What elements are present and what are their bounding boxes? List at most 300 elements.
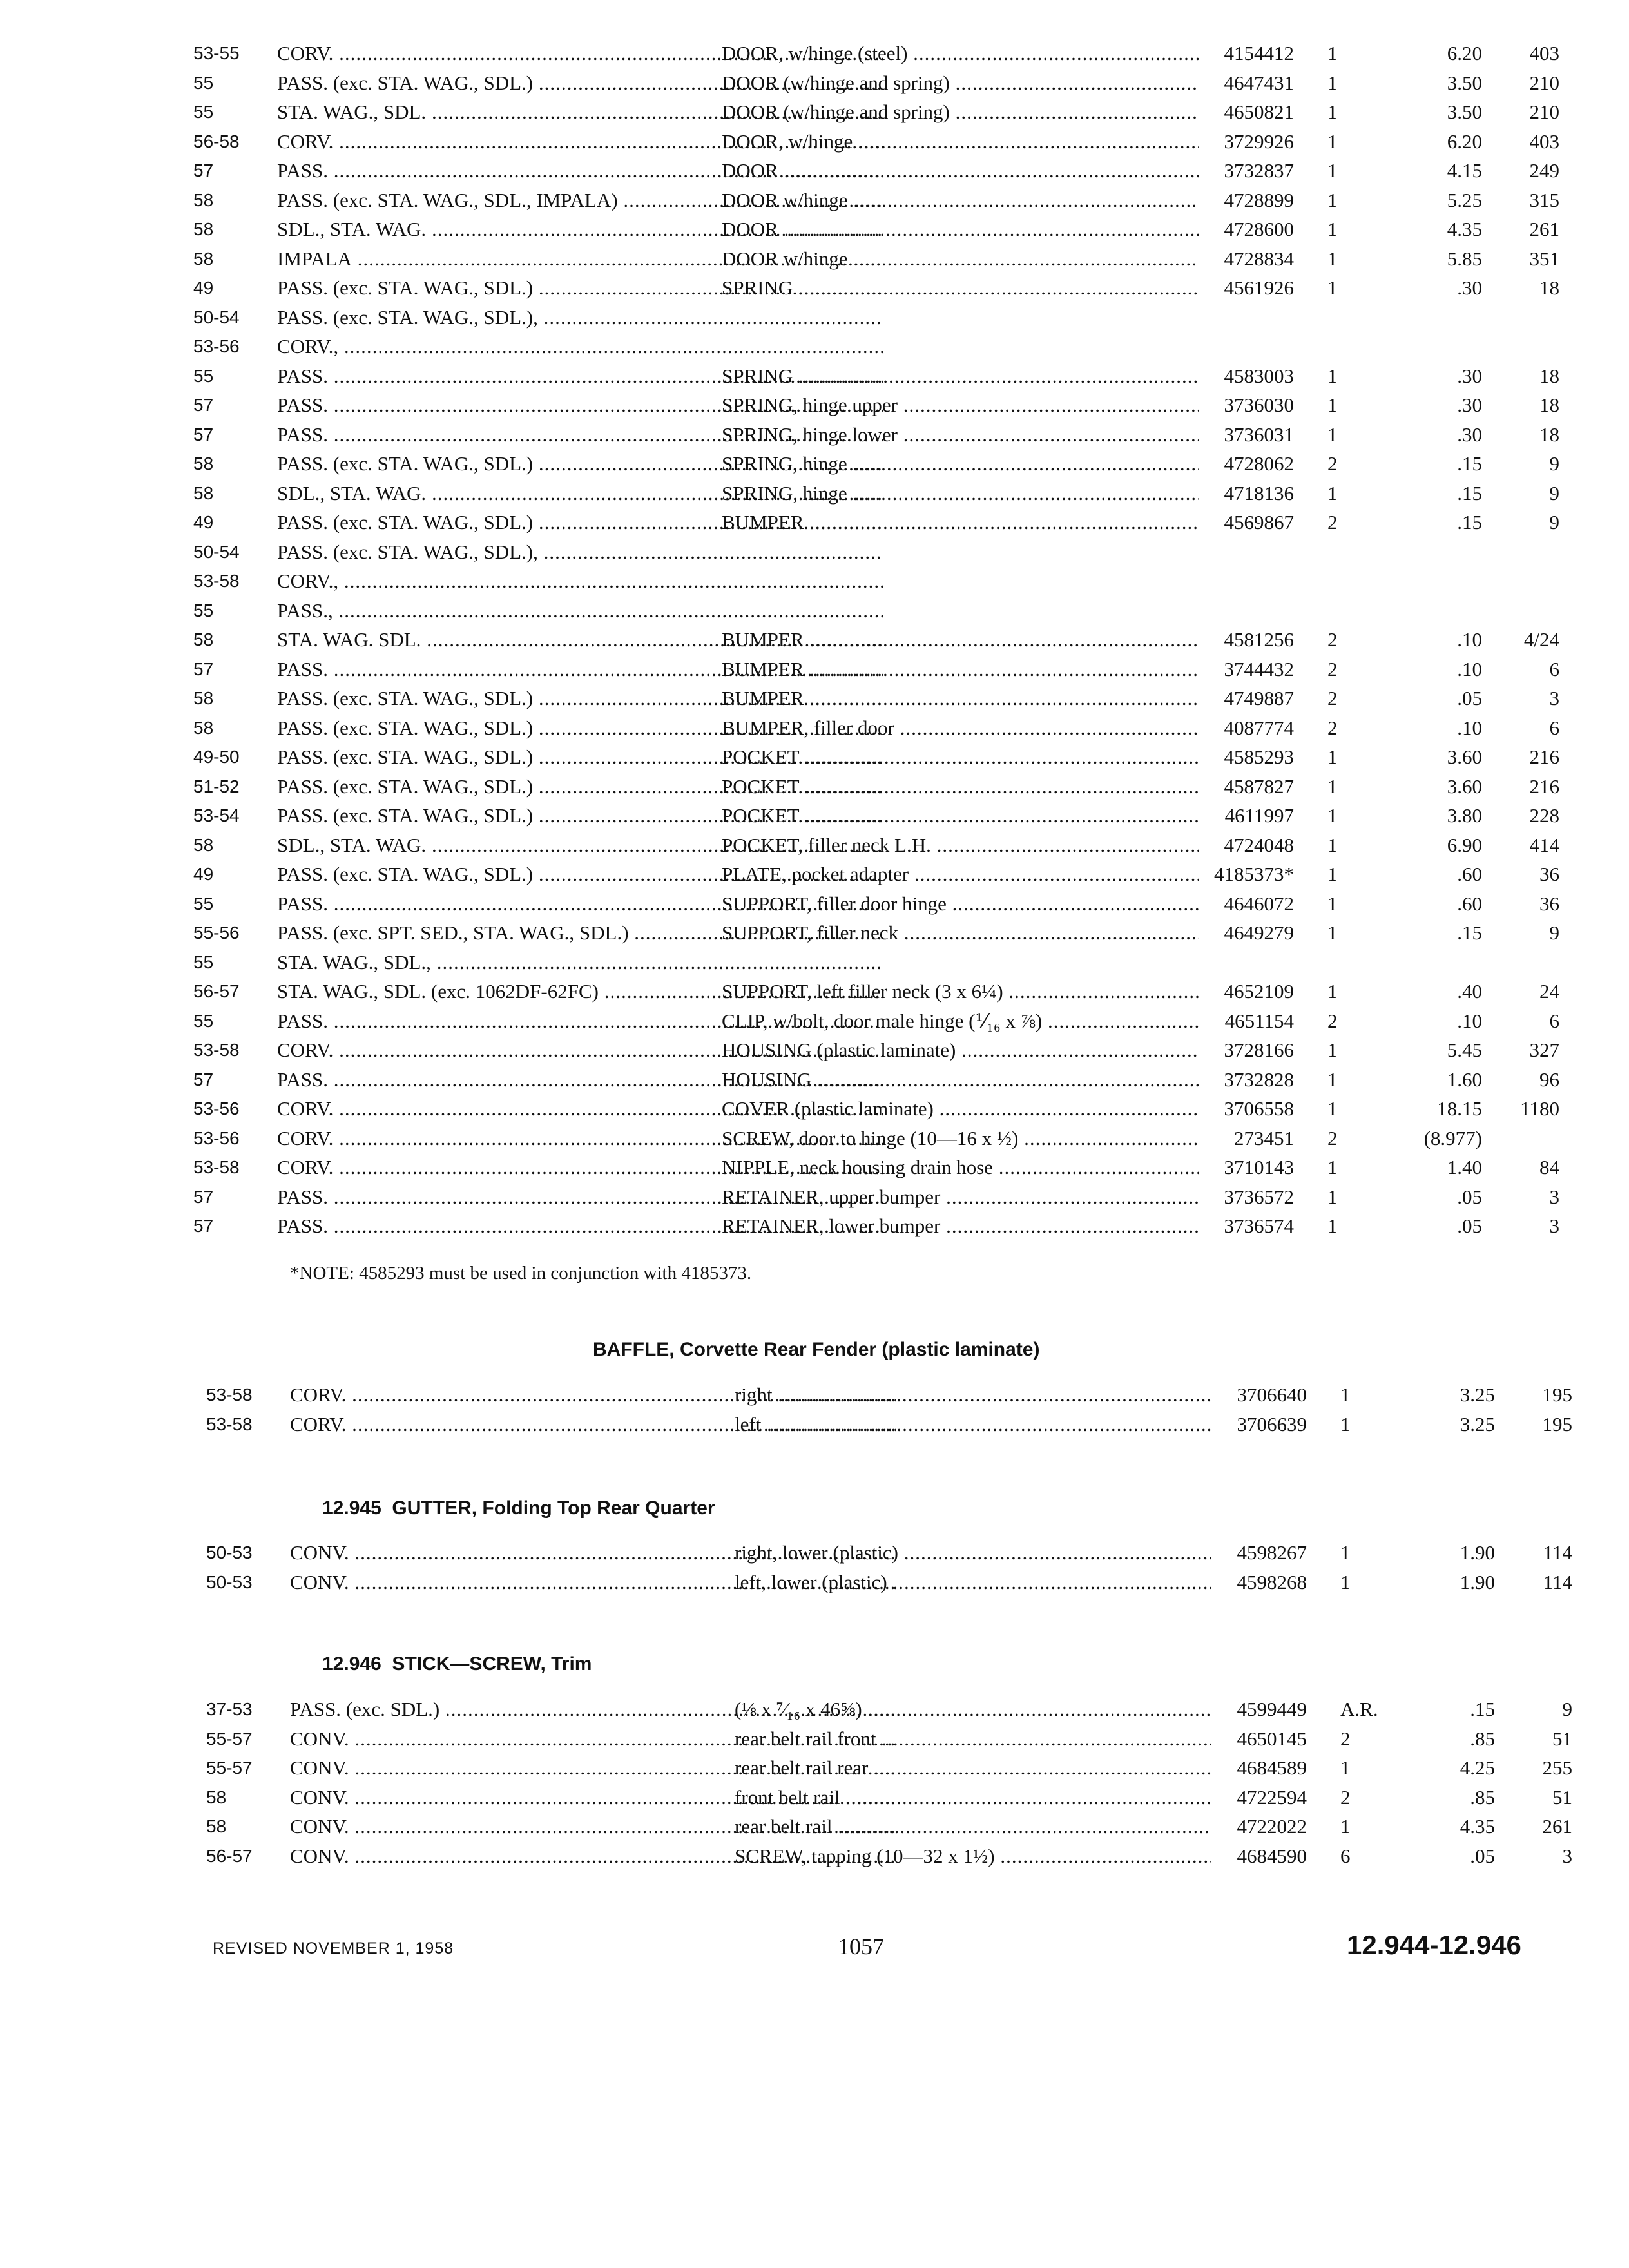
quantity: 1 <box>1327 481 1338 505</box>
model-years: 55 <box>193 102 214 122</box>
list-price: .05 <box>1457 1215 1482 1237</box>
model-years: 55 <box>193 952 214 972</box>
part-description: BUMPER, filler door ..... <box>722 713 1199 743</box>
part-number: 4647431 <box>1224 71 1294 94</box>
part-description: SPRING ..... <box>722 273 1199 303</box>
part-description: DOOR ..... <box>722 156 1199 186</box>
parts-row <box>193 420 1559 450</box>
model-applicability: STA. WAG., SDL., ..... <box>277 948 883 977</box>
model-years: 55-57 <box>206 1728 253 1749</box>
list-price: 5.25 <box>1447 188 1482 211</box>
unit-count: 4/24 <box>1523 628 1559 651</box>
model-years: 53-58 <box>193 1040 240 1060</box>
model-years: 53-58 <box>206 1385 253 1405</box>
parts-row <box>193 332 1559 361</box>
quantity: 1 <box>1327 394 1338 416</box>
part-number: 4650145 <box>1237 1727 1307 1750</box>
part-description: RETAINER, lower bumper ..... <box>722 1211 1199 1241</box>
unit-count: 1180 <box>1520 1097 1559 1120</box>
list-price: .30 <box>1457 364 1482 387</box>
list-price: 3.60 <box>1447 745 1482 768</box>
part-description: POCKET ..... <box>722 742 1199 772</box>
list-price: 4.35 <box>1447 218 1482 240</box>
unit-count: 9 <box>1549 511 1559 533</box>
part-number: 4684589 <box>1237 1756 1307 1779</box>
part-description: POCKET, filler neck L.H. ..... <box>722 831 1199 860</box>
unit-count: 84 <box>1539 1156 1559 1178</box>
part-number: 4718136 <box>1224 481 1294 505</box>
part-description: SPRING, hinge lower ..... <box>722 420 1199 450</box>
model-applicability: CORV. ..... <box>277 127 883 157</box>
part-description: SPRING, hinge upper ..... <box>722 390 1199 420</box>
quantity: 1 <box>1340 1383 1351 1406</box>
part-description: POCKET ..... <box>722 801 1199 831</box>
parts-row <box>193 449 1559 479</box>
part-description: BUMPER ..... <box>722 684 1199 713</box>
model-years: 57 <box>193 1216 214 1236</box>
model-applicability: PASS. ..... <box>277 390 883 420</box>
unit-count: 114 <box>1543 1541 1572 1564</box>
list-price: 3.80 <box>1447 804 1482 827</box>
part-number: 4585293 <box>1224 745 1294 768</box>
unit-count: 210 <box>1529 101 1559 123</box>
unit-count: 403 <box>1529 130 1559 153</box>
part-number: 4561926 <box>1224 276 1294 299</box>
parts-row <box>206 1410 1572 1439</box>
parts-row <box>206 1841 1572 1871</box>
list-price: 3.60 <box>1447 774 1482 798</box>
model-years: 49 <box>193 512 214 532</box>
list-price: 6.20 <box>1447 42 1482 64</box>
unit-count: 18 <box>1539 423 1559 446</box>
list-price: .15 <box>1457 921 1482 944</box>
model-years: 55 <box>193 893 214 914</box>
quantity: 1 <box>1327 247 1338 270</box>
part-description: SPRING, hinge ..... <box>722 449 1199 479</box>
model-applicability: CORV. ..... <box>277 1094 883 1124</box>
model-applicability: PASS. (exc. STA. WAG., SDL.) ..... <box>277 449 883 479</box>
quantity: 1 <box>1327 130 1338 153</box>
model-years: 49 <box>193 278 214 298</box>
parts-row <box>193 1153 1559 1182</box>
model-years: 58 <box>193 219 214 239</box>
gutter-parts-table <box>206 1538 1572 1597</box>
model-applicability: PASS. (exc. STA. WAG., SDL.) ..... <box>277 68 883 98</box>
unit-count: 9 <box>1549 481 1559 505</box>
part-description: DOOR (w/hinge and spring) ..... <box>722 97 1199 127</box>
parts-row <box>193 127 1559 157</box>
unit-count: 351 <box>1529 247 1559 270</box>
model-years: 55 <box>193 1010 214 1031</box>
parts-row <box>193 508 1559 537</box>
quantity: 1 <box>1327 218 1338 240</box>
model-applicability: STA. WAG., SDL. ..... <box>277 97 883 127</box>
model-applicability: CORV. ..... <box>277 1035 883 1065</box>
quantity: 1 <box>1327 42 1338 64</box>
unit-count: 3 <box>1549 687 1559 709</box>
part-number: 3736572 <box>1224 1185 1294 1208</box>
list-price: .15 <box>1457 452 1482 475</box>
parts-row <box>206 1538 1572 1568</box>
parts-row <box>193 1211 1559 1241</box>
part-description: right ..... <box>735 1380 1211 1410</box>
parts-row <box>193 1006 1559 1036</box>
part-description: SPRING, hinge ..... <box>722 479 1199 508</box>
quantity: 1 <box>1327 921 1338 944</box>
unit-count: 18 <box>1539 364 1559 387</box>
model-applicability: IMPALA ..... <box>277 244 883 274</box>
model-years: 56-58 <box>193 131 240 151</box>
unit-count: 96 <box>1539 1068 1559 1091</box>
part-number: 3706640 <box>1237 1383 1307 1406</box>
model-applicability: PASS. ..... <box>277 420 883 450</box>
unit-count: 216 <box>1529 774 1559 798</box>
part-number: 4569867 <box>1224 511 1294 533</box>
quantity: 2 <box>1327 511 1338 533</box>
parts-row <box>193 303 1559 332</box>
unit-count: 6 <box>1549 657 1559 680</box>
part-number: 3732828 <box>1224 1068 1294 1091</box>
part-number: 3736030 <box>1224 394 1294 416</box>
unit-count: 18 <box>1539 394 1559 416</box>
model-applicability: PASS., ..... <box>277 596 883 626</box>
list-price: .85 <box>1470 1785 1495 1809</box>
quantity: 1 <box>1327 804 1338 827</box>
page-number: 1057 <box>838 1934 884 1959</box>
gutter-section-title: 12.945 GUTTER, Folding Top Rear Quarter <box>322 1497 715 1519</box>
parts-row <box>193 244 1559 274</box>
quantity: 2 <box>1327 687 1338 709</box>
part-description: SCREW, door to hinge (10—16 x ½) ..... <box>722 1124 1199 1153</box>
list-price: 3.50 <box>1447 71 1482 94</box>
list-price: 5.45 <box>1447 1039 1482 1061</box>
quantity: 1 <box>1327 1215 1338 1237</box>
model-years: 55 <box>193 600 214 620</box>
unit-count: 3 <box>1549 1185 1559 1208</box>
part-number: 3732837 <box>1224 159 1294 182</box>
parts-row <box>193 1094 1559 1124</box>
model-applicability: CONV. ..... <box>290 1753 896 1783</box>
quantity: 1 <box>1340 1570 1351 1593</box>
list-price: 1.60 <box>1447 1068 1482 1091</box>
part-number: 4728899 <box>1224 188 1294 211</box>
part-number: 4651154 <box>1224 1009 1294 1032</box>
model-years: 58 <box>193 483 214 503</box>
model-applicability: PASS. (exc. STA. WAG., SDL.) ..... <box>277 684 883 713</box>
list-price: 3.25 <box>1460 1412 1495 1436</box>
model-years: 53-58 <box>193 571 240 591</box>
model-years: 51-52 <box>193 776 240 796</box>
unit-count: 6 <box>1549 716 1559 739</box>
model-applicability: STA. WAG., SDL. (exc. 1062DF-62FC) ..... <box>277 977 883 1006</box>
part-number: 3736574 <box>1224 1215 1294 1237</box>
quantity: 1 <box>1327 1156 1338 1178</box>
unit-count: 315 <box>1529 188 1559 211</box>
part-description: SUPPORT, left filler neck (3 x 6¼) ..... <box>722 977 1199 1006</box>
model-years: 50-54 <box>193 307 240 327</box>
parts-row <box>193 273 1559 303</box>
part-number: 4728834 <box>1224 247 1294 270</box>
part-number: 4646072 <box>1224 892 1294 915</box>
part-number: 4728600 <box>1224 218 1294 240</box>
list-price: .15 <box>1457 481 1482 505</box>
parts-row <box>193 889 1559 919</box>
part-number: 3728166 <box>1224 1039 1294 1061</box>
list-price: .60 <box>1457 863 1482 885</box>
part-description: SCREW, tapping (10—32 x 1½) ..... <box>735 1841 1211 1871</box>
list-price: .30 <box>1457 276 1482 299</box>
quantity: 1 <box>1340 1815 1351 1838</box>
model-applicability: PASS. (exc. STA. WAG., SDL.) ..... <box>277 860 883 889</box>
model-years: 55-57 <box>206 1758 253 1778</box>
unit-count: 249 <box>1529 159 1559 182</box>
quantity: 1 <box>1340 1756 1351 1779</box>
parts-row <box>193 156 1559 186</box>
model-applicability: CONV. ..... <box>290 1812 896 1841</box>
part-number: 4598267 <box>1237 1541 1307 1564</box>
parts-row <box>193 390 1559 420</box>
model-applicability: PASS. ..... <box>277 1065 883 1095</box>
unit-count: 3 <box>1549 1215 1559 1237</box>
unit-count: 9 <box>1549 452 1559 475</box>
model-applicability: SDL., STA. WAG. ..... <box>277 479 883 508</box>
model-applicability: SDL., STA. WAG. ..... <box>277 215 883 244</box>
unit-count: 195 <box>1542 1412 1572 1436</box>
part-number: 4652109 <box>1224 980 1294 1003</box>
model-years: 58 <box>193 454 214 474</box>
parts-row <box>193 537 1559 567</box>
model-applicability: CONV. ..... <box>290 1568 896 1597</box>
part-number: 4185373* <box>1214 863 1294 885</box>
unit-count: 3 <box>1562 1844 1572 1867</box>
list-price: 6.20 <box>1447 130 1482 153</box>
part-description: rear belt rail front ..... <box>735 1724 1211 1754</box>
parts-row <box>206 1724 1572 1754</box>
part-description: rear belt rail ..... <box>735 1812 1211 1841</box>
parts-row <box>193 68 1559 98</box>
model-applicability: PASS. ..... <box>277 361 883 391</box>
model-years: 56-57 <box>193 981 240 1001</box>
quantity: 1 <box>1327 364 1338 387</box>
model-years: 50-53 <box>206 1571 253 1592</box>
list-price: 18.15 <box>1437 1097 1482 1120</box>
model-years: 53-55 <box>193 43 240 63</box>
unit-count: 9 <box>1549 921 1559 944</box>
part-number: 3729926 <box>1224 130 1294 153</box>
part-number: 3736031 <box>1224 423 1294 446</box>
part-number: 3706639 <box>1237 1412 1307 1436</box>
model-applicability: CORV. ..... <box>277 1153 883 1182</box>
parts-row <box>206 1812 1572 1841</box>
part-description: rear belt rail rear ..... <box>735 1753 1211 1783</box>
model-years: 49-50 <box>193 747 240 767</box>
model-applicability: PASS. (exc. SPT. SED., STA. WAG., SDL.) ..... <box>277 918 883 948</box>
model-years: 55-56 <box>193 923 240 943</box>
model-years: 53-58 <box>206 1414 253 1434</box>
parts-row <box>193 655 1559 684</box>
model-years: 53-56 <box>193 1099 240 1119</box>
part-number: 4722022 <box>1237 1815 1307 1838</box>
quantity: 2 <box>1327 452 1338 475</box>
list-price: .85 <box>1470 1727 1495 1750</box>
quantity: 2 <box>1340 1785 1351 1809</box>
unit-count: 261 <box>1542 1815 1572 1838</box>
baffle-section-title: BAFFLE, Corvette Rear Fender (plastic laminate) <box>593 1339 1040 1360</box>
part-number: 4611997 <box>1224 804 1294 827</box>
model-applicability: CORV. ..... <box>277 39 883 68</box>
model-years: 58 <box>193 248 214 269</box>
list-price: 3.25 <box>1460 1383 1495 1406</box>
part-number: 4722594 <box>1237 1785 1307 1809</box>
part-description: front belt rail ..... <box>735 1783 1211 1812</box>
part-description: SUPPORT, filler door hinge ..... <box>722 889 1199 919</box>
part-description: SPRING ..... <box>722 361 1199 391</box>
part-number: 4728062 <box>1224 452 1294 475</box>
parts-row <box>193 596 1559 626</box>
quantity: 1 <box>1327 276 1338 299</box>
model-years: 53-58 <box>193 1157 240 1177</box>
unit-count: 195 <box>1542 1383 1572 1406</box>
model-years: 56-57 <box>206 1845 253 1866</box>
part-description: BUMPER ..... <box>722 655 1199 684</box>
model-years: 53-54 <box>193 805 240 825</box>
quantity: 1 <box>1327 188 1338 211</box>
part-description: POCKET ..... <box>722 772 1199 802</box>
model-applicability: CONV. ..... <box>290 1538 896 1568</box>
quantity: 1 <box>1327 774 1338 798</box>
list-price: 3.50 <box>1447 101 1482 123</box>
model-applicability: PASS. (exc. STA. WAG., SDL.) ..... <box>277 508 883 537</box>
model-years: 58 <box>193 688 214 708</box>
unit-count: 6 <box>1549 1009 1559 1032</box>
model-years: 58 <box>193 834 214 855</box>
model-applicability: CORV., ..... <box>277 332 883 361</box>
list-price: .30 <box>1457 394 1482 416</box>
part-description: CLIP, w/bolt, door male hinge (⅟₁₆ x ⅞) ..... <box>722 1006 1199 1036</box>
parts-row <box>193 684 1559 713</box>
model-applicability: SDL., STA. WAG. ..... <box>277 831 883 860</box>
model-years: 55 <box>193 72 214 93</box>
model-years: 57 <box>193 1069 214 1090</box>
list-price: .10 <box>1457 657 1482 680</box>
model-years: 57 <box>193 160 214 180</box>
part-description: COVER (plastic laminate) ..... <box>722 1094 1199 1124</box>
quantity: 1 <box>1327 892 1338 915</box>
list-price: 6.90 <box>1447 833 1482 856</box>
part-number: 3710143 <box>1224 1156 1294 1178</box>
list-price: .15 <box>1470 1698 1495 1720</box>
model-years: 57 <box>193 1186 214 1207</box>
unit-count: 24 <box>1539 980 1559 1003</box>
part-description: BUMPER ..... <box>722 625 1199 655</box>
unit-count: 114 <box>1543 1570 1572 1593</box>
model-years: 50-54 <box>193 541 240 562</box>
part-description: (⅛ x ⁷⁄₁₆ x 46⅝) ..... <box>735 1695 1211 1724</box>
list-price: .10 <box>1457 628 1482 651</box>
model-applicability: PASS. (exc. STA. WAG., SDL.), ..... <box>277 537 883 567</box>
list-price: .10 <box>1457 716 1482 739</box>
quantity: 2 <box>1327 1009 1338 1032</box>
part-number: 4650821 <box>1224 101 1294 123</box>
model-applicability: PASS. (exc. SDL.) ..... <box>290 1695 896 1724</box>
model-years: 57 <box>193 395 214 415</box>
part-number: 3706558 <box>1224 1097 1294 1120</box>
unit-count: 228 <box>1529 804 1559 827</box>
unit-count: 210 <box>1529 71 1559 94</box>
model-applicability: PASS. ..... <box>277 156 883 186</box>
part-number: 3744432 <box>1224 657 1294 680</box>
model-applicability: PASS. (exc. STA. WAG., SDL.) ..... <box>277 742 883 772</box>
quantity: 1 <box>1327 71 1338 94</box>
part-number: 4724048 <box>1224 833 1294 856</box>
part-description: DOOR (w/hinge and spring) ..... <box>722 68 1199 98</box>
part-description: left ..... <box>735 1410 1211 1439</box>
list-price: .05 <box>1457 687 1482 709</box>
parts-row <box>193 97 1559 127</box>
parts-row <box>193 479 1559 508</box>
model-years: 57 <box>193 424 214 445</box>
part-number: 4581256 <box>1224 628 1294 651</box>
parts-row <box>193 831 1559 860</box>
model-applicability: CONV. ..... <box>290 1783 896 1812</box>
model-applicability: PASS. (exc. STA. WAG., SDL.) ..... <box>277 801 883 831</box>
parts-row <box>193 801 1559 831</box>
model-years: 58 <box>206 1787 227 1807</box>
part-description: DOOR ..... <box>722 215 1199 244</box>
part-description: DOOR, w/hinge (steel) ..... <box>722 39 1199 68</box>
quantity: 6 <box>1340 1844 1351 1867</box>
unit-count: 403 <box>1529 42 1559 64</box>
part-number: 4587827 <box>1224 774 1294 798</box>
section-range: 12.944-12.946 <box>1347 1930 1521 1960</box>
list-price: .05 <box>1470 1844 1495 1867</box>
list-price: 5.85 <box>1447 247 1482 270</box>
parts-row <box>193 566 1559 596</box>
list-price: 4.15 <box>1447 159 1482 182</box>
part-description: DOOR w/hinge ..... <box>722 186 1199 215</box>
parts-row <box>193 1124 1559 1153</box>
model-applicability: CORV., ..... <box>277 566 883 596</box>
model-applicability: CONV. ..... <box>290 1724 896 1754</box>
parts-row <box>193 1182 1559 1212</box>
part-description: HOUSING ..... <box>722 1065 1199 1095</box>
list-price: .15 <box>1457 511 1482 533</box>
part-number: 4087774 <box>1224 716 1294 739</box>
parts-row <box>193 186 1559 215</box>
parts-row <box>193 948 1559 977</box>
model-years: 58 <box>193 717 214 738</box>
parts-row <box>193 918 1559 948</box>
part-number: 4598268 <box>1237 1570 1307 1593</box>
model-applicability: PASS. ..... <box>277 1006 883 1036</box>
list-price: 4.35 <box>1460 1815 1495 1838</box>
unit-count: 18 <box>1539 276 1559 299</box>
quantity: A.R. <box>1340 1698 1378 1720</box>
quantity: 1 <box>1327 1185 1338 1208</box>
model-years: 50-53 <box>206 1542 253 1562</box>
model-applicability: STA. WAG. SDL. ..... <box>277 625 883 655</box>
model-years: 53-56 <box>193 336 240 356</box>
part-number: 4599449 <box>1237 1698 1307 1720</box>
list-price: .10 <box>1457 1009 1482 1032</box>
model-applicability: PASS. ..... <box>277 1182 883 1212</box>
parts-row <box>193 772 1559 802</box>
list-price: .30 <box>1457 423 1482 446</box>
list-price: .05 <box>1457 1185 1482 1208</box>
parts-row <box>193 361 1559 391</box>
quantity: 1 <box>1340 1541 1351 1564</box>
quantity: 1 <box>1327 1068 1338 1091</box>
